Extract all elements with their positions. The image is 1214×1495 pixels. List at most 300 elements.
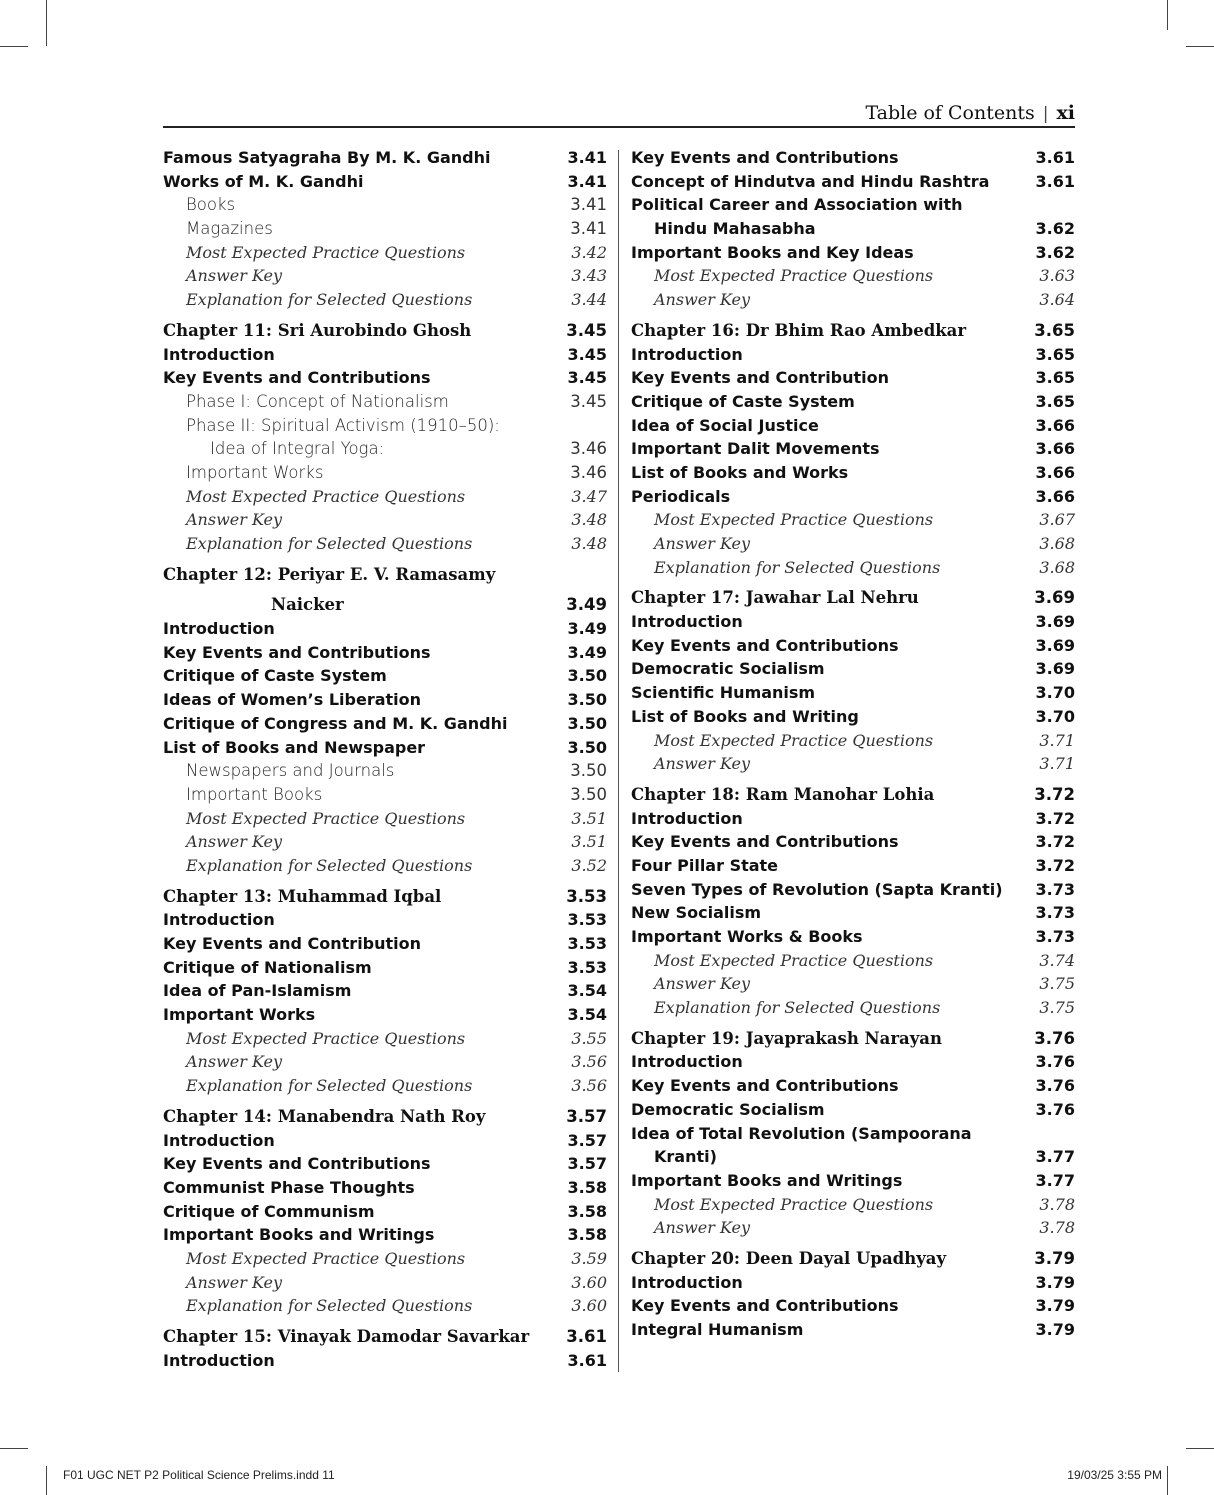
toc-entry[interactable] bbox=[163, 1050, 607, 1074]
toc-chapter-entry[interactable] bbox=[631, 1027, 1075, 1051]
toc-entry-label: Answer Key bbox=[186, 510, 282, 530]
toc-entry-label: Chapter 15: Vinayak Damodar Savarkar bbox=[163, 1327, 530, 1346]
toc-left-column bbox=[163, 146, 607, 1372]
toc-entry-label: Introduction bbox=[163, 1130, 275, 1150]
page-number: xi bbox=[1056, 102, 1075, 124]
toc-entry-page: 3.60 bbox=[571, 1272, 607, 1292]
toc-entry[interactable] bbox=[631, 288, 1075, 312]
toc-entry-page: 3.66 bbox=[1035, 462, 1075, 482]
toc-entry-page: 3.56 bbox=[571, 1052, 607, 1072]
toc-chapter-entry[interactable] bbox=[631, 1247, 1075, 1271]
toc-entry[interactable] bbox=[631, 705, 1075, 729]
toc-entry[interactable] bbox=[163, 461, 607, 485]
toc-entry-label: Political Career and Association with bbox=[631, 195, 963, 215]
toc-chapter-entry[interactable] bbox=[163, 593, 607, 617]
toc-entry-page: 3.69 bbox=[1035, 612, 1075, 632]
toc-entry[interactable] bbox=[631, 1193, 1075, 1217]
toc-entry-page: 3.58 bbox=[567, 1201, 607, 1221]
toc-entry[interactable] bbox=[631, 146, 1075, 170]
toc-entry-label: Introduction bbox=[631, 808, 743, 828]
toc-right-column bbox=[631, 146, 1075, 1342]
toc-entry-label: Key Events and Contributions bbox=[163, 1154, 431, 1174]
toc-entry-label: Explanation for Selected Questions bbox=[654, 557, 941, 577]
toc-entry-page: 3.66 bbox=[1035, 415, 1075, 435]
crop-mark bbox=[46, 0, 47, 46]
toc-entry-label: Most Expected Practice Questions bbox=[186, 486, 466, 506]
toc-entry-label: Key Events and Contributions bbox=[163, 368, 431, 388]
toc-entry-page: 3.52 bbox=[571, 855, 607, 875]
toc-entry-label: Democratic Socialism bbox=[631, 659, 825, 679]
toc-entry-page: 3.68 bbox=[1039, 557, 1075, 577]
toc-entry[interactable] bbox=[631, 485, 1075, 509]
toc-entry-page: 3.53 bbox=[567, 910, 607, 930]
toc-entry-label: Introduction bbox=[163, 619, 275, 639]
toc-entry-page: 3.71 bbox=[1039, 730, 1075, 750]
toc-entry[interactable] bbox=[631, 1074, 1075, 1098]
toc-entry-page: 3.73 bbox=[1035, 927, 1075, 946]
toc-entry-page: 3.41 bbox=[567, 171, 607, 191]
toc-entry[interactable] bbox=[163, 508, 607, 532]
toc-entry-label: Key Events and Contribution bbox=[631, 368, 890, 388]
toc-entry[interactable] bbox=[163, 1074, 607, 1098]
toc-entry-label: Critique of Nationalism bbox=[163, 957, 372, 977]
toc-entry[interactable] bbox=[631, 508, 1075, 532]
toc-entry-page: 3.61 bbox=[1035, 148, 1075, 167]
crop-mark bbox=[46, 1466, 47, 1495]
footer-file-info: F01 UGC NET P2 Political Science Prelims.indd 11 bbox=[63, 1468, 335, 1482]
toc-entry-label: Periodicals bbox=[631, 486, 731, 506]
toc-entry[interactable] bbox=[631, 366, 1075, 390]
toc-entry[interactable] bbox=[163, 854, 607, 878]
toc-entry-page: 3.45 bbox=[570, 391, 607, 411]
toc-entry-label: Most Expected Practice Questions bbox=[654, 730, 934, 750]
toc-entry[interactable] bbox=[163, 807, 607, 831]
toc-entry-label: Integral Humanism bbox=[631, 1320, 804, 1339]
toc-entry-page: 3.72 bbox=[1035, 832, 1075, 852]
toc-entry-label: Chapter 18: Ram Manohar Lohia bbox=[631, 784, 935, 804]
toc-entry-label: Scientific Humanism bbox=[631, 683, 816, 703]
toc-entry-label: Introduction bbox=[631, 344, 743, 364]
toc-entry[interactable] bbox=[163, 1223, 607, 1247]
toc-entry[interactable] bbox=[163, 241, 607, 265]
toc-entry[interactable] bbox=[631, 437, 1075, 461]
toc-entry-page: 3.64 bbox=[1039, 290, 1075, 310]
toc-entry-page: 3.41 bbox=[570, 195, 607, 215]
toc-entry[interactable] bbox=[631, 1294, 1075, 1318]
toc-entry-page: 3.74 bbox=[1039, 950, 1075, 970]
toc-entry-page: 3.71 bbox=[1039, 754, 1075, 774]
toc-entry-page: 3.49 bbox=[567, 642, 607, 662]
toc-entry-page: 3.69 bbox=[1035, 659, 1075, 679]
toc-entry-page: 3.78 bbox=[1039, 1218, 1075, 1238]
toc-entry-label: Magazines bbox=[186, 219, 273, 239]
toc-entry-label: Answer Key bbox=[654, 754, 750, 774]
toc-entry-label: Answer Key bbox=[654, 534, 750, 553]
toc-entry-page: 3.45 bbox=[566, 320, 607, 340]
toc-entry-label: Explanation for Selected Questions bbox=[186, 1296, 473, 1316]
toc-entry[interactable] bbox=[163, 1349, 607, 1373]
toc-entry-label: Key Events and Contributions bbox=[631, 635, 899, 655]
toc-entry-label: Naicker bbox=[271, 595, 344, 615]
toc-entry-label: Answer Key bbox=[186, 266, 282, 286]
toc-entry[interactable] bbox=[631, 925, 1075, 949]
toc-entry-label: Most Expected Practice Questions bbox=[654, 510, 934, 530]
toc-entry[interactable] bbox=[631, 193, 1075, 217]
toc-entry[interactable] bbox=[631, 241, 1075, 265]
toc-chapter-entry[interactable] bbox=[163, 563, 607, 587]
toc-entry[interactable] bbox=[631, 996, 1075, 1020]
toc-entry-page: 3.50 bbox=[567, 666, 607, 686]
toc-chapter-entry[interactable] bbox=[631, 783, 1075, 807]
toc-entry-page: 3.77 bbox=[1035, 1170, 1075, 1190]
toc-entry-page: 3.61 bbox=[1035, 171, 1075, 191]
toc-entry-label: Critique of Congress and M. K. Gandhi bbox=[163, 713, 508, 733]
toc-entry-page: 3.50 bbox=[570, 784, 607, 804]
toc-entry-page: 3.76 bbox=[1035, 1076, 1075, 1096]
toc-chapter-entry[interactable] bbox=[631, 586, 1075, 610]
toc-entry[interactable] bbox=[163, 217, 607, 241]
toc-entry[interactable] bbox=[631, 610, 1075, 634]
toc-entry[interactable] bbox=[163, 1200, 607, 1224]
toc-entry-page: 3.50 bbox=[567, 713, 607, 733]
toc-entry[interactable] bbox=[631, 901, 1075, 925]
toc-entry-page: 3.50 bbox=[567, 737, 607, 757]
toc-entry[interactable] bbox=[163, 664, 607, 688]
toc-entry[interactable] bbox=[631, 532, 1075, 556]
toc-entry-label: Chapter 19: Jayaprakash Narayan bbox=[631, 1028, 942, 1048]
toc-entry[interactable] bbox=[163, 1247, 607, 1271]
toc-entry[interactable] bbox=[163, 1294, 607, 1318]
toc-entry[interactable] bbox=[163, 437, 607, 461]
toc-chapter-entry[interactable] bbox=[163, 319, 607, 343]
toc-entry-label: Idea of Integral Yoga: bbox=[210, 439, 385, 459]
toc-entry-label: Communist Phase Thoughts bbox=[163, 1177, 415, 1197]
toc-entry-page: 3.56 bbox=[571, 1076, 607, 1096]
toc-entry[interactable] bbox=[163, 830, 607, 854]
toc-entry[interactable] bbox=[163, 485, 607, 509]
toc-entry[interactable] bbox=[163, 1176, 607, 1200]
toc-chapter-entry[interactable] bbox=[631, 319, 1075, 343]
toc-entry-label: Introduction bbox=[163, 344, 275, 364]
toc-entry[interactable] bbox=[631, 264, 1075, 288]
toc-entry-page: 3.72 bbox=[1035, 855, 1075, 875]
toc-entry[interactable] bbox=[163, 759, 607, 783]
toc-entry-label: List of Books and Writing bbox=[631, 706, 859, 726]
toc-entry-label: Explanation for Selected Questions bbox=[654, 998, 941, 1018]
toc-entry-label: Idea of Social Justice bbox=[631, 415, 819, 435]
toc-entry-label: Important Works bbox=[163, 1005, 316, 1025]
toc-entry[interactable] bbox=[631, 1050, 1075, 1074]
toc-entry-page: 3.76 bbox=[1035, 1052, 1075, 1072]
toc-entry[interactable] bbox=[163, 264, 607, 288]
toc-entry-page: 3.59 bbox=[571, 1248, 607, 1268]
toc-entry-page: 3.66 bbox=[1035, 439, 1075, 459]
toc-entry-label: List of Books and Newspaper bbox=[163, 737, 426, 757]
toc-entry-page: 3.58 bbox=[567, 1177, 607, 1197]
toc-entry-label: Most Expected Practice Questions bbox=[654, 1194, 934, 1214]
toc-entry-page: 3.54 bbox=[567, 1005, 607, 1025]
toc-entry[interactable] bbox=[163, 532, 607, 556]
toc-entry-label: Four Pillar State bbox=[631, 855, 779, 875]
toc-entry[interactable] bbox=[163, 932, 607, 956]
toc-entry-page: 3.48 bbox=[571, 534, 607, 553]
toc-entry-label: Important Books bbox=[186, 784, 323, 804]
toc-entry-page: 3.61 bbox=[566, 1327, 607, 1346]
toc-entry[interactable] bbox=[631, 1318, 1075, 1342]
toc-entry-label: Democratic Socialism bbox=[631, 1099, 825, 1119]
header-separator: | bbox=[1042, 104, 1049, 124]
toc-chapter-entry[interactable] bbox=[163, 885, 607, 909]
toc-chapter-entry[interactable] bbox=[163, 1105, 607, 1129]
toc-entry-label: Introduction bbox=[163, 1350, 275, 1370]
toc-entry[interactable] bbox=[631, 170, 1075, 194]
toc-entry[interactable] bbox=[163, 146, 607, 170]
toc-entry[interactable] bbox=[631, 1169, 1075, 1193]
toc-entry[interactable] bbox=[163, 288, 607, 312]
toc-entry-page: 3.73 bbox=[1035, 879, 1075, 899]
toc-entry-label: Important Dalit Movements bbox=[631, 439, 880, 459]
toc-entry-page: 3.45 bbox=[567, 344, 607, 364]
toc-entry-page: 3.45 bbox=[567, 368, 607, 388]
toc-entry[interactable] bbox=[631, 343, 1075, 367]
toc-entry[interactable] bbox=[163, 170, 607, 194]
toc-entry-label: Chapter 11: Sri Aurobindo Ghosh bbox=[163, 320, 472, 340]
toc-entry-label: Chapter 14: Manabendra Nath Roy bbox=[163, 1106, 486, 1126]
toc-entry-label: Key Events and Contributions bbox=[631, 1296, 899, 1316]
toc-entry-label: Most Expected Practice Questions bbox=[186, 1248, 466, 1268]
toc-entry-label: Important Books and Writings bbox=[631, 1170, 903, 1190]
toc-entry[interactable] bbox=[163, 366, 607, 390]
toc-entry-label: Most Expected Practice Questions bbox=[186, 242, 466, 262]
toc-entry-label: Idea of Total Revolution (Sampoorana bbox=[631, 1123, 972, 1143]
toc-entry-page: 3.57 bbox=[567, 1130, 607, 1150]
toc-entry[interactable] bbox=[163, 979, 607, 1003]
toc-entry-label: Answer Key bbox=[654, 1218, 750, 1238]
toc-entry[interactable] bbox=[631, 217, 1075, 241]
toc-entry-page: 3.46 bbox=[570, 462, 607, 482]
toc-entry-label: Explanation for Selected Questions bbox=[186, 534, 473, 553]
toc-entry-page: 3.73 bbox=[1035, 903, 1075, 923]
toc-entry-label: New Socialism bbox=[631, 903, 762, 923]
toc-entry[interactable] bbox=[631, 1145, 1075, 1169]
toc-entry-page: 3.79 bbox=[1035, 1320, 1075, 1339]
toc-entry-label: Answer Key bbox=[186, 832, 282, 852]
crop-mark bbox=[0, 1448, 28, 1449]
toc-entry-page: 3.67 bbox=[1039, 510, 1075, 530]
toc-entry-page: 3.66 bbox=[1035, 486, 1075, 506]
toc-entry-page: 3.62 bbox=[1035, 219, 1075, 239]
toc-entry-page: 3.78 bbox=[1039, 1194, 1075, 1214]
toc-entry-page: 3.65 bbox=[1035, 391, 1075, 411]
toc-entry-page: 3.57 bbox=[567, 1154, 607, 1174]
toc-entry[interactable] bbox=[631, 461, 1075, 485]
footer-timestamp: 19/03/25 3:55 PM bbox=[1067, 1468, 1162, 1482]
toc-entry[interactable] bbox=[631, 878, 1075, 902]
toc-entry-page: 3.70 bbox=[1035, 706, 1075, 726]
toc-entry-page: 3.69 bbox=[1034, 588, 1075, 608]
toc-entry-page: 3.60 bbox=[571, 1296, 607, 1316]
toc-entry-label: Chapter 12: Periyar E. V. Ramasamy bbox=[163, 564, 496, 584]
toc-entry[interactable] bbox=[163, 343, 607, 367]
toc-entry-page: 3.65 bbox=[1034, 320, 1075, 340]
toc-entry[interactable] bbox=[163, 1129, 607, 1153]
toc-entry-page: 3.55 bbox=[571, 1028, 607, 1048]
toc-entry-page: 3.72 bbox=[1035, 808, 1075, 828]
toc-entry-label: Introduction bbox=[631, 1052, 743, 1072]
toc-entry-page: 3.72 bbox=[1034, 784, 1075, 804]
toc-entry[interactable] bbox=[631, 390, 1075, 414]
toc-entry[interactable] bbox=[631, 657, 1075, 681]
toc-entry[interactable] bbox=[163, 193, 607, 217]
crop-mark bbox=[0, 46, 28, 47]
toc-entry-label: Key Events and Contributions bbox=[163, 642, 431, 662]
toc-entry-label: Phase II: Spiritual Activism (1910–50): bbox=[186, 415, 500, 435]
toc-entry[interactable] bbox=[631, 752, 1075, 776]
toc-entry-page: 3.79 bbox=[1035, 1272, 1075, 1292]
toc-entry-label: Important Works & Books bbox=[631, 927, 863, 946]
toc-entry-label: Most Expected Practice Questions bbox=[186, 1028, 466, 1048]
toc-entry-label: Introduction bbox=[163, 910, 275, 930]
toc-entry[interactable] bbox=[163, 736, 607, 760]
toc-entry[interactable] bbox=[631, 830, 1075, 854]
toc-entry[interactable] bbox=[631, 634, 1075, 658]
toc-entry[interactable] bbox=[631, 807, 1075, 831]
toc-entry[interactable] bbox=[163, 783, 607, 807]
toc-entry-page: 3.75 bbox=[1039, 974, 1075, 994]
toc-entry-label: Critique of Communism bbox=[163, 1201, 375, 1221]
toc-entry-label: Key Events and Contributions bbox=[631, 148, 899, 167]
toc-entry[interactable] bbox=[163, 1152, 607, 1176]
toc-entry-page: 3.65 bbox=[1035, 368, 1075, 388]
toc-entry[interactable] bbox=[163, 617, 607, 641]
toc-entry[interactable] bbox=[631, 1271, 1075, 1295]
toc-entry[interactable] bbox=[631, 729, 1075, 753]
toc-entry[interactable] bbox=[163, 956, 607, 980]
toc-entry-page: 3.46 bbox=[570, 439, 607, 459]
toc-entry[interactable] bbox=[631, 1098, 1075, 1122]
toc-entry-label: Critique of Caste System bbox=[631, 391, 855, 411]
toc-entry[interactable] bbox=[631, 414, 1075, 438]
toc-entry-page: 3.41 bbox=[570, 219, 607, 239]
toc-entry-label: Answer Key bbox=[654, 974, 750, 994]
toc-entry-page: 3.54 bbox=[567, 981, 607, 1001]
toc-entry-page: 3.51 bbox=[571, 808, 607, 828]
column-divider bbox=[618, 150, 619, 1372]
toc-entry-page: 3.69 bbox=[1035, 635, 1075, 655]
toc-entry-label: Chapter 17: Jawahar Lal Nehru bbox=[631, 588, 919, 608]
toc-entry-label: Kranti) bbox=[654, 1147, 717, 1167]
toc-entry-label: Explanation for Selected Questions bbox=[186, 855, 473, 875]
crop-mark bbox=[1167, 0, 1168, 30]
toc-entry-page: 3.79 bbox=[1034, 1248, 1075, 1268]
toc-entry[interactable] bbox=[163, 641, 607, 665]
toc-entry-label: Most Expected Practice Questions bbox=[186, 808, 466, 828]
toc-entry-page: 3.75 bbox=[1039, 998, 1075, 1018]
toc-entry-label: Hindu Mahasabha bbox=[654, 219, 816, 239]
toc-entry-label: Phase I: Concept of Nationalism bbox=[186, 391, 449, 411]
crop-mark bbox=[1167, 1466, 1168, 1495]
toc-entry-page: 3.61 bbox=[567, 1350, 607, 1370]
toc-entry[interactable] bbox=[631, 1122, 1075, 1146]
toc-entry-page: 3.49 bbox=[566, 595, 607, 615]
toc-entry[interactable] bbox=[631, 972, 1075, 996]
toc-entry-page: 3.76 bbox=[1034, 1028, 1075, 1048]
toc-entry-page: 3.53 bbox=[567, 934, 607, 953]
toc-entry-page: 3.44 bbox=[571, 290, 607, 310]
toc-entry[interactable] bbox=[163, 1003, 607, 1027]
toc-entry-page: 3.50 bbox=[567, 690, 607, 710]
toc-entry-label: Chapter 20: Deen Dayal Upadhyay bbox=[631, 1248, 947, 1268]
toc-entry-label: Important Works bbox=[186, 462, 324, 482]
toc-entry-label: Famous Satyagraha By M. K. Gandhi bbox=[163, 148, 491, 167]
toc-entry[interactable] bbox=[163, 908, 607, 932]
toc-entry-page: 3.70 bbox=[1035, 683, 1075, 703]
toc-entry-page: 3.53 bbox=[566, 886, 607, 906]
toc-chapter-entry[interactable] bbox=[163, 1325, 607, 1349]
toc-entry-label: Chapter 13: Muhammad Iqbal bbox=[163, 886, 442, 906]
toc-entry[interactable] bbox=[163, 1027, 607, 1051]
toc-entry-label: Introduction bbox=[631, 612, 743, 632]
toc-entry-label: Introduction bbox=[631, 1272, 743, 1292]
toc-entry-label: Important Books and Key Ideas bbox=[631, 242, 914, 262]
toc-entry-label: Works of M. K. Gandhi bbox=[163, 171, 364, 191]
toc-entry-label: Most Expected Practice Questions bbox=[654, 950, 934, 970]
toc-entry-label: Key Events and Contribution bbox=[163, 934, 422, 953]
toc-entry[interactable] bbox=[163, 712, 607, 736]
toc-entry[interactable] bbox=[631, 949, 1075, 973]
toc-entry-label: Critique of Caste System bbox=[163, 666, 387, 686]
crop-mark bbox=[1186, 46, 1214, 47]
toc-entry[interactable] bbox=[163, 390, 607, 414]
toc-entry-label: Answer Key bbox=[186, 1272, 282, 1292]
toc-entry-page: 3.42 bbox=[571, 242, 607, 262]
toc-entry[interactable] bbox=[631, 854, 1075, 878]
running-header bbox=[163, 101, 1075, 128]
toc-entry-label: Books bbox=[186, 195, 236, 215]
toc-entry-label: Answer Key bbox=[654, 290, 750, 310]
toc-entry-label: Idea of Pan-Islamism bbox=[163, 981, 352, 1001]
toc-entry-label: Important Books and Writings bbox=[163, 1225, 435, 1245]
toc-entry-label: Concept of Hindutva and Hindu Rashtra bbox=[631, 171, 990, 191]
toc-entry-page: 3.47 bbox=[571, 486, 607, 506]
toc-entry-label: Explanation for Selected Questions bbox=[186, 290, 473, 310]
toc-entry-page: 3.58 bbox=[567, 1225, 607, 1245]
toc-entry-page: 3.57 bbox=[566, 1106, 607, 1126]
toc-entry-page: 3.79 bbox=[1035, 1296, 1075, 1316]
toc-entry[interactable] bbox=[163, 688, 607, 712]
toc-entry-label: Seven Types of Revolution (Sapta Kranti) bbox=[631, 879, 1003, 899]
toc-entry-label: Key Events and Contributions bbox=[631, 1076, 899, 1096]
toc-entry-page: 3.65 bbox=[1035, 344, 1075, 364]
toc-entry-page: 3.63 bbox=[1039, 266, 1075, 286]
toc-entry[interactable] bbox=[631, 681, 1075, 705]
toc-entry-page: 3.43 bbox=[571, 266, 607, 286]
toc-entry[interactable] bbox=[163, 1271, 607, 1295]
toc-entry[interactable] bbox=[631, 1216, 1075, 1240]
toc-entry[interactable] bbox=[631, 556, 1075, 580]
toc-entry-page: 3.48 bbox=[571, 510, 607, 530]
toc-entry-page: 3.41 bbox=[567, 148, 607, 167]
toc-entry-label: Newspapers and Journals bbox=[186, 761, 395, 781]
toc-entry-page: 3.77 bbox=[1035, 1147, 1075, 1167]
toc-entry-label: Explanation for Selected Questions bbox=[186, 1076, 473, 1096]
toc-entry-label: Answer Key bbox=[186, 1052, 282, 1072]
toc-entry[interactable] bbox=[163, 414, 607, 438]
toc-entry-label: Key Events and Contributions bbox=[631, 832, 899, 852]
toc-entry-page: 3.51 bbox=[571, 832, 607, 852]
toc-entry-label: Ideas of Women’s Liberation bbox=[163, 690, 422, 710]
toc-entry-page: 3.53 bbox=[567, 957, 607, 977]
